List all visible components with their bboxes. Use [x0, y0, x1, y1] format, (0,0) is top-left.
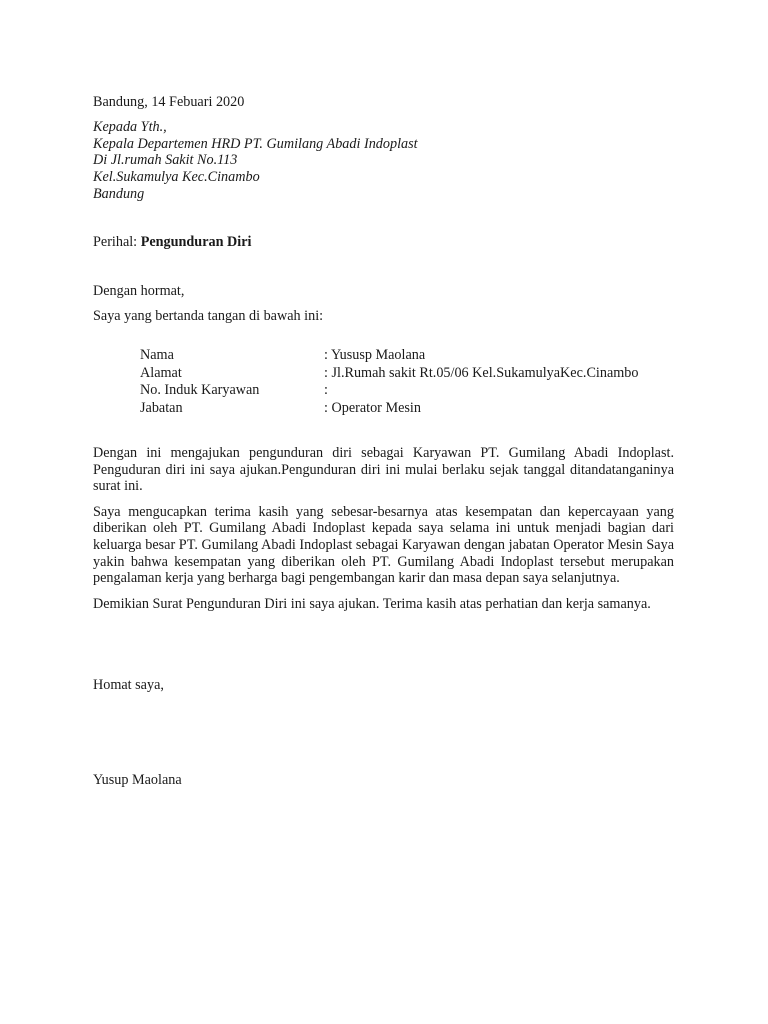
intro-line: Saya yang bertanda tangan di bawah ini: — [93, 308, 324, 324]
recipient-salutation: Kepada Yth., — [93, 119, 167, 135]
recipient-title: Kepala Departemen HRD PT. Gumilang Abadi Indoplast — [93, 135, 418, 152]
letter-body — [93, 445, 674, 621]
body-paragraph-closing: Demikian Surat Pengunduran Diri ini saya ajukan. Terima kasih atas perhatian dan kerja samanya. — [93, 595, 651, 612]
identity-row-no-induk — [140, 382, 638, 400]
identity-label: No. Induk Karyawan — [140, 382, 260, 398]
subject-value: Pengunduran Diri — [140, 234, 252, 250]
subject-line — [93, 234, 251, 251]
signer-name: Yusup Maolana — [93, 772, 182, 788]
identity-row-alamat — [140, 365, 638, 383]
recipient-street: Di Jl.rumah Sakit No.113 — [93, 152, 238, 169]
body-paragraph-thanks: Saya mengucapkan terima kasih yang sebesar-besarnya atas kesempatan dan kepercayaan yang diberikan oleh PT. Gumilang Abadi Indoplast kepada saya selama ini untuk menjadi bagian dari keluarga besar PT. Gumilang Abadi Indoplast sebagai Karyawan dengan jabatan Operator Mesin Saya yakin bahwa kesempatan yang diberikan oleh PT. Gumilang Abadi Indoplast tersebut merupakan pengalaman kerja yang berharga bagi pengembangan karir dan masa depan saya selanjutnya. — [93, 503, 674, 587]
identity-row-jabatan — [140, 400, 638, 418]
identity-row-nama — [140, 347, 638, 365]
greeting: Dengan hormat, — [93, 283, 185, 299]
identity-label: Alamat — [140, 364, 182, 381]
identity-label: Jabatan — [140, 399, 183, 416]
letter-date: Bandung, 14 Febuari 2020 — [93, 94, 245, 110]
identity-table — [140, 347, 638, 417]
recipient-block — [93, 119, 418, 203]
identity-label: Nama — [140, 347, 174, 363]
recipient-city: Bandung — [93, 185, 145, 202]
identity-value: : Operator Mesin — [324, 399, 421, 416]
subject-label: Perihal: — [93, 234, 141, 250]
identity-value: : — [324, 382, 328, 398]
identity-value: : Yususp Maolana — [324, 347, 426, 363]
recipient-district: Kel.Sukamulya Kec.Cinambo — [93, 169, 260, 186]
body-paragraph-resignation: Dengan ini mengajukan pengunduran diri sebagai Karyawan PT. Gumilang Abadi Indoplast. Penguduran diri ini saya ajukan.Pengunduran diri ini mulai berlaku sejak tanggal ditandatanganinya surat ini. — [93, 445, 674, 495]
identity-value: : Jl.Rumah sakit Rt.05/06 Kel.SukamulyaKec.Cinambo — [324, 364, 639, 381]
closing-salutation: Homat saya, — [93, 677, 164, 693]
